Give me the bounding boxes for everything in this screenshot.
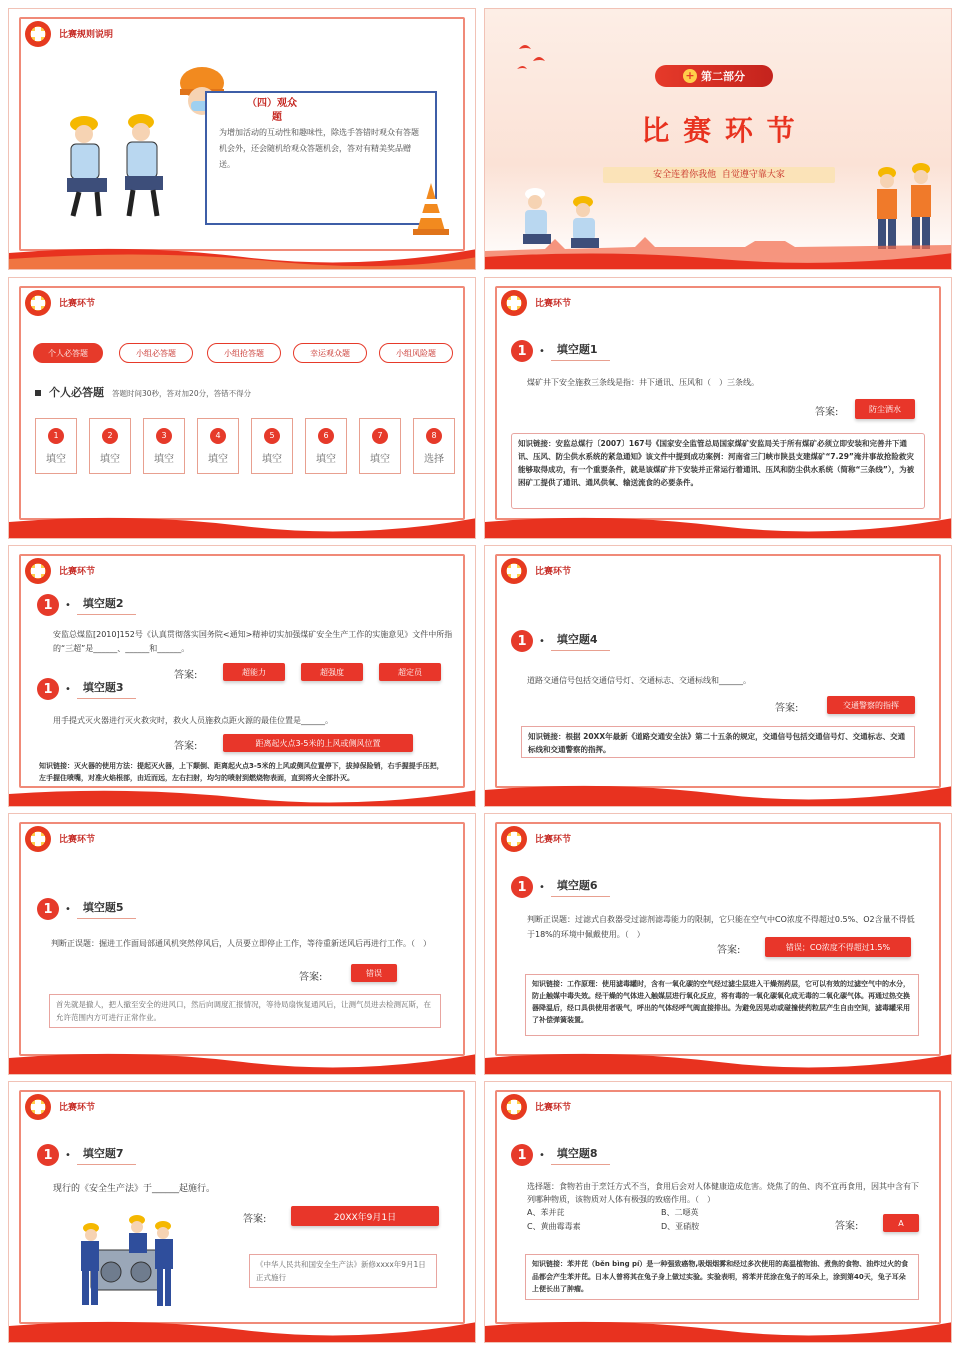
machine-workers-illustration	[71, 1210, 181, 1310]
question-card[interactable]	[413, 418, 455, 474]
bottom-wave	[485, 1312, 952, 1342]
info-body: 为增加活动的互动性和趣味性，除选手答错时观众有答题机会外，还会随机给观众答题机会，答对有精美奖品赠送。	[219, 128, 419, 169]
bullet-dot-icon: •	[65, 903, 71, 915]
question-text: 判断正误题：掘进工作面局部通风机突然停风后，人员要立即停止工作，等待重新送风后再进行工作。（ ）	[51, 939, 431, 948]
answer-label: 答案:	[835, 1221, 859, 1232]
question-2-text: 安监总煤监[2010]152号《认真贯彻落实国务院<通知>精神切实加强煤矿安全生产工作的实施意见》文件中所指的“三超”是______、______和______。	[53, 630, 453, 653]
slide-question-2-3	[8, 545, 476, 807]
slide-title: 比赛环节	[535, 835, 572, 845]
question-title: 填空题2	[77, 595, 136, 615]
square-bullet-icon	[35, 390, 41, 396]
safety-cross-logo	[25, 558, 51, 584]
bullet-dot-icon: •	[65, 683, 71, 695]
slide-title: 比赛环节	[59, 567, 96, 577]
question-number-badge: 1	[37, 1144, 59, 1166]
knowledge-link-box: 知识链接：灭火器的使用方法：提起灭火器，上下颠倒、距离起火点3-5米的上风或侧风位置停下，拔掉保险销，右手握提手压把，左手握住喷嘴，对准火焰根部，由近而远，左右扫射，均匀的喷射到燃烧物表面，直到将火全部扑灭。	[39, 762, 444, 782]
question-text: 现行的《安全生产法》于______起施行。	[53, 1184, 216, 1194]
question-text: 选择题：食物若由于烹饪方式不当，食用后会对人体健康造成危害。烧焦了的鱼、肉不宜再食用，因其中含有下列哪种物质，该物质对人体有极强的致癌作用。（ ）	[527, 1182, 919, 1204]
question-card[interactable]	[89, 418, 131, 474]
answer-button[interactable]: 交通警察的指挥	[827, 696, 915, 714]
question-3-text: 用手提式灭火器进行灭火救灾时，救火人员施救点距火源的最佳位置是______。	[53, 716, 333, 725]
question-number-badge: 1	[511, 630, 533, 652]
round-heading	[35, 384, 251, 400]
question-number-badge: 1	[511, 1144, 533, 1166]
slide-question-6	[484, 813, 952, 1075]
answer-button[interactable]: 距离起火点3-5米的上风或侧风位置	[223, 734, 413, 752]
question-card[interactable]	[143, 418, 185, 474]
card-type-label: 填空	[370, 453, 390, 465]
question-title: 填空题8	[551, 1145, 610, 1165]
card-type-label: 填空	[154, 453, 174, 465]
card-number-badge: 6	[318, 428, 334, 444]
question-text: 判断正误题：过滤式自救器受过滤剂滤毒能力的限制，它只能在空气中CO浓度不得超过0.5%、O2含量不得低于18%的环境中佩戴使用。（ ）	[527, 915, 915, 939]
slide-frame	[19, 286, 465, 520]
bottom-wave	[9, 776, 476, 806]
answer-label: 答案:	[299, 972, 323, 983]
knowledge-link-box: 知识链接：苯并芘（běn bìng pí）是一种强致癌物,吸烟烟雾和经过多次使用的高温植物油、煮焦的食物、油炸过火的食品都会产生苯并芘。日本人曾将其在兔子身上做过实验。实验表明，将苯并芘涂在兔子的耳朵上，涂到第40天，兔子耳朵上便长出了肿瘤。	[525, 1254, 919, 1300]
option-c[interactable]: C、黄曲霉毒素	[527, 1222, 581, 1231]
question-heading	[511, 630, 610, 652]
answer-label: 答案:	[243, 1214, 267, 1225]
bullet-dot-icon: •	[539, 881, 545, 893]
info-heading-line2: 题	[272, 112, 282, 123]
question-heading	[511, 876, 610, 898]
answer-label: 答案:	[815, 407, 839, 418]
card-number-badge: 1	[48, 428, 64, 444]
question-heading	[37, 898, 136, 920]
slide-title: 比赛环节	[535, 567, 572, 577]
question-card[interactable]	[251, 418, 293, 474]
birds-icon	[515, 39, 551, 79]
question-title: 填空题6	[551, 877, 610, 897]
traffic-cone-icon	[413, 181, 449, 237]
tab-lucky-audience[interactable]: 幸运观众题	[293, 343, 367, 363]
safety-cross-logo	[25, 826, 51, 852]
slide-rules	[8, 8, 476, 270]
safety-cross-logo	[501, 558, 527, 584]
slide-title: 比赛环节	[59, 299, 96, 309]
question-number-badge: 1	[37, 678, 59, 700]
question-heading	[511, 340, 610, 362]
safety-cross-logo	[501, 826, 527, 852]
slide-question-4	[484, 545, 952, 807]
question-title: 填空题3	[77, 679, 136, 699]
cover-title: 比 赛 环 节	[641, 114, 797, 147]
card-type-label: 填空	[208, 453, 228, 465]
answer-button[interactable]: 错误	[351, 964, 397, 982]
knowledge-note-box: 首先就是撤人，把人撤至安全的进风口，然后向调度汇报情况，等待局扇恢复通风后，让测气员进去检测瓦斯，在允许范围内方可进行正常作业。	[49, 994, 441, 1028]
bottom-wave	[9, 239, 476, 269]
bullet-dot-icon: •	[539, 345, 545, 357]
answer-button[interactable]: A	[883, 1214, 919, 1232]
card-number-badge: 4	[210, 428, 226, 444]
answer-label: 答案:	[174, 670, 198, 681]
answer-label: 答案:	[717, 945, 741, 956]
card-number-badge: 3	[156, 428, 172, 444]
safety-cross-logo	[25, 21, 51, 47]
answer-button-3[interactable]: 超定员	[379, 663, 441, 681]
question-card[interactable]	[359, 418, 401, 474]
city-skyline-wave	[485, 225, 952, 269]
question-text: 道路交通信号包括交通信号灯、交通标志、交通标线和______。	[527, 676, 751, 685]
bottom-wave	[9, 508, 476, 538]
question-heading	[511, 1144, 610, 1166]
card-type-label: 填空	[46, 453, 66, 465]
question-title: 填空题5	[77, 899, 136, 919]
slide-question-5	[8, 813, 476, 1075]
bottom-wave	[485, 1044, 952, 1074]
safety-cross-logo	[25, 290, 51, 316]
card-number-badge: 2	[102, 428, 118, 444]
slide-question-8	[484, 1081, 952, 1343]
question-number-badge: 1	[511, 340, 533, 362]
tab-group-required[interactable]: 小组必答题	[119, 343, 193, 363]
safety-cross-logo	[501, 290, 527, 316]
question-title: 填空题7	[77, 1145, 136, 1165]
question-title: 填空题4	[551, 631, 610, 651]
answer-label: 答案:	[775, 703, 799, 714]
answer-label: 答案:	[174, 741, 198, 752]
cover-slogan: 安全连着你我他 自觉遵守靠大家	[603, 167, 835, 183]
card-type-label: 填空	[262, 453, 282, 465]
info-heading-line1: （四）观众	[247, 98, 297, 109]
card-type-label: 选择	[424, 453, 444, 465]
card-number-badge: 5	[264, 428, 280, 444]
part-badge	[655, 65, 773, 87]
knowledge-link-box: 知识链接：工作原理：使用滤毒罐时，含有一氧化碳的空气经过滤尘层进入干燥剂药层，它可以有效的过滤空气中的水分，防止触媒中毒失效。经干燥的气体进入触媒层进行氧化反应，将有毒的一氧化碳氧化成无毒的二氧化碳气体。再通过热交换器降温后，经口具供使用者吸气，呼出的气体经呼气阀直接排出。为避免因晃动或碰撞使药粒层产生自由空间，滤毒罐采用了补偿弹簧装置。	[525, 974, 919, 1036]
question-text: 煤矿井下安全施救三条线是指：井下通讯、压风和（ ）三条线。	[527, 378, 759, 387]
question-heading-3	[37, 678, 136, 700]
slide-question-1	[484, 277, 952, 539]
knowledge-link-box: 知识链接：根据 20XX年最新《道路交通安全法》第二十五条的规定，交通信号包括交通信号灯、交通标志、交通标线和交通警察的指挥。	[521, 726, 915, 758]
option-d[interactable]: D、亚硝胺	[661, 1222, 700, 1231]
bottom-wave	[485, 776, 952, 806]
slide-title: 比赛环节	[59, 1103, 96, 1113]
question-card[interactable]	[197, 418, 239, 474]
question-card[interactable]	[35, 418, 77, 474]
tab-group-risk[interactable]: 小组风险题	[379, 343, 453, 363]
card-type-label: 填空	[316, 453, 336, 465]
info-heading	[247, 97, 297, 125]
part-label: 第二部分	[701, 70, 745, 83]
safety-cross-icon: +	[683, 69, 697, 83]
question-number-badge: 1	[37, 898, 59, 920]
bottom-wave	[9, 1312, 476, 1342]
bottom-wave	[485, 508, 952, 538]
bullet-dot-icon: •	[65, 599, 71, 611]
round-heading-label: 个人必答题	[49, 386, 104, 399]
bottom-wave	[9, 1044, 476, 1074]
tab-group-buzzer[interactable]: 小组抢答题	[207, 343, 281, 363]
card-number-badge: 7	[372, 428, 388, 444]
slide-title: 比赛环节	[535, 1103, 572, 1113]
slide-rounds	[8, 277, 476, 539]
answer-button-1[interactable]: 超能力	[223, 663, 285, 681]
answer-button[interactable]: 20XX年9月1日	[291, 1206, 439, 1226]
question-title: 填空题1	[551, 341, 610, 361]
bullet-dot-icon: •	[539, 1149, 545, 1161]
round-rule: 答题时间30秒，答对加20分，答错不得分	[112, 389, 252, 398]
safety-cross-logo	[501, 1094, 527, 1120]
tab-individual[interactable]: 个人必答题	[33, 343, 103, 363]
question-heading-2	[37, 594, 136, 616]
slide-part-cover	[484, 8, 952, 270]
question-card[interactable]	[305, 418, 347, 474]
bullet-dot-icon: •	[539, 635, 545, 647]
card-number-badge: 8	[426, 428, 442, 444]
slide-title: 比赛环节	[535, 299, 572, 309]
workers-illustration	[49, 104, 179, 224]
slide-question-7	[8, 1081, 476, 1343]
card-type-label: 填空	[100, 453, 120, 465]
answer-button[interactable]: 错误；CO浓度不得超过1.5%	[765, 937, 911, 957]
safety-cross-logo	[25, 1094, 51, 1120]
answer-button[interactable]: 防尘洒水	[855, 399, 915, 419]
knowledge-note-box: 《中华人民共和国安全生产法》新修xxxx年9月1日正式施行	[249, 1254, 437, 1288]
question-number-badge: 1	[511, 876, 533, 898]
option-b[interactable]: B、二噁英	[661, 1208, 699, 1217]
question-number-badge: 1	[37, 594, 59, 616]
knowledge-link-box: 知识链接：安监总煤行〔2007〕167号《国家安全监管总局国家煤矿安监局关于所有煤矿必须立即安装和完善井下通讯、压风、防尘供水系统的紧急通知》该文件中提到成功案例：河南省三门峡市陕县支建煤矿“7.29”淹井事故抢险救灾能够取得成功，有一个重要条件，就是该煤矿井下安装并正常运行着通讯、压风和防尘供水系统（简称“三条线”），为被困矿工提供了通讯、通风供氧、输送流食的必要条件。	[511, 433, 925, 509]
slide-title: 比赛环节	[59, 835, 96, 845]
bullet-dot-icon: •	[65, 1149, 71, 1161]
answer-button-2[interactable]: 超强度	[301, 663, 363, 681]
question-heading	[37, 1144, 136, 1166]
option-a[interactable]: A、苯并芘	[527, 1208, 565, 1217]
slide-title: 比赛规则说明	[59, 30, 114, 40]
